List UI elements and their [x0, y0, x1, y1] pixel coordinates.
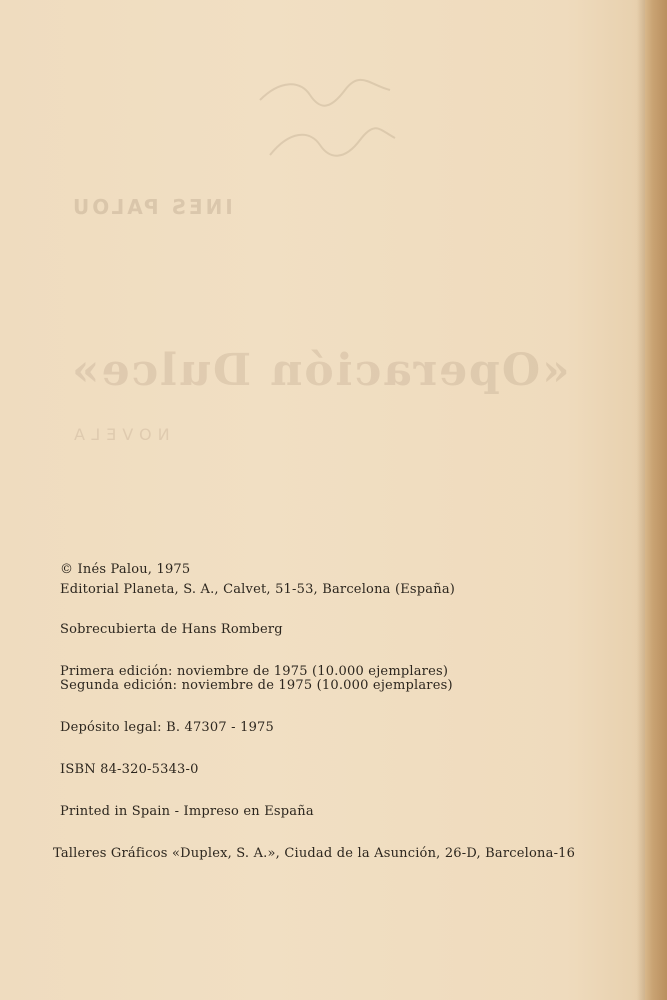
handwritten-signature-bleed: [250, 60, 400, 180]
bleed-through-title: «Operación Dulce»: [70, 345, 570, 396]
bleed-through-author: INES PALOU: [70, 195, 233, 219]
page-gutter-shadow: [637, 0, 645, 1000]
legal-deposit-line: Depósito legal: B. 47307 - 1975: [60, 720, 274, 735]
second-edition-line: Segunda edición: noviembre de 1975 (10.000 ejemplares): [60, 678, 453, 693]
page-edge: [645, 0, 667, 1000]
cover-credit-line: Sobrecubierta de Hans Romberg: [60, 622, 283, 637]
bleed-through-genre: NOVELA: [68, 425, 170, 444]
first-edition-line: Primera edición: noviembre de 1975 (10.000 ejemplares): [60, 664, 449, 679]
isbn-line: ISBN 84-320-5343-0: [60, 762, 199, 777]
publisher-line: Editorial Planeta, S. A., Calvet, 51-53, Barcelona (España): [60, 582, 456, 597]
copyright-line: © Inés Palou, 1975: [60, 562, 191, 577]
printed-in-line: Printed in Spain - Impreso en España: [60, 804, 314, 819]
printer-line: Talleres Gráficos «Duplex, S. A.», Ciudad de la Asunción, 26-D, Barcelona-16: [53, 846, 576, 861]
